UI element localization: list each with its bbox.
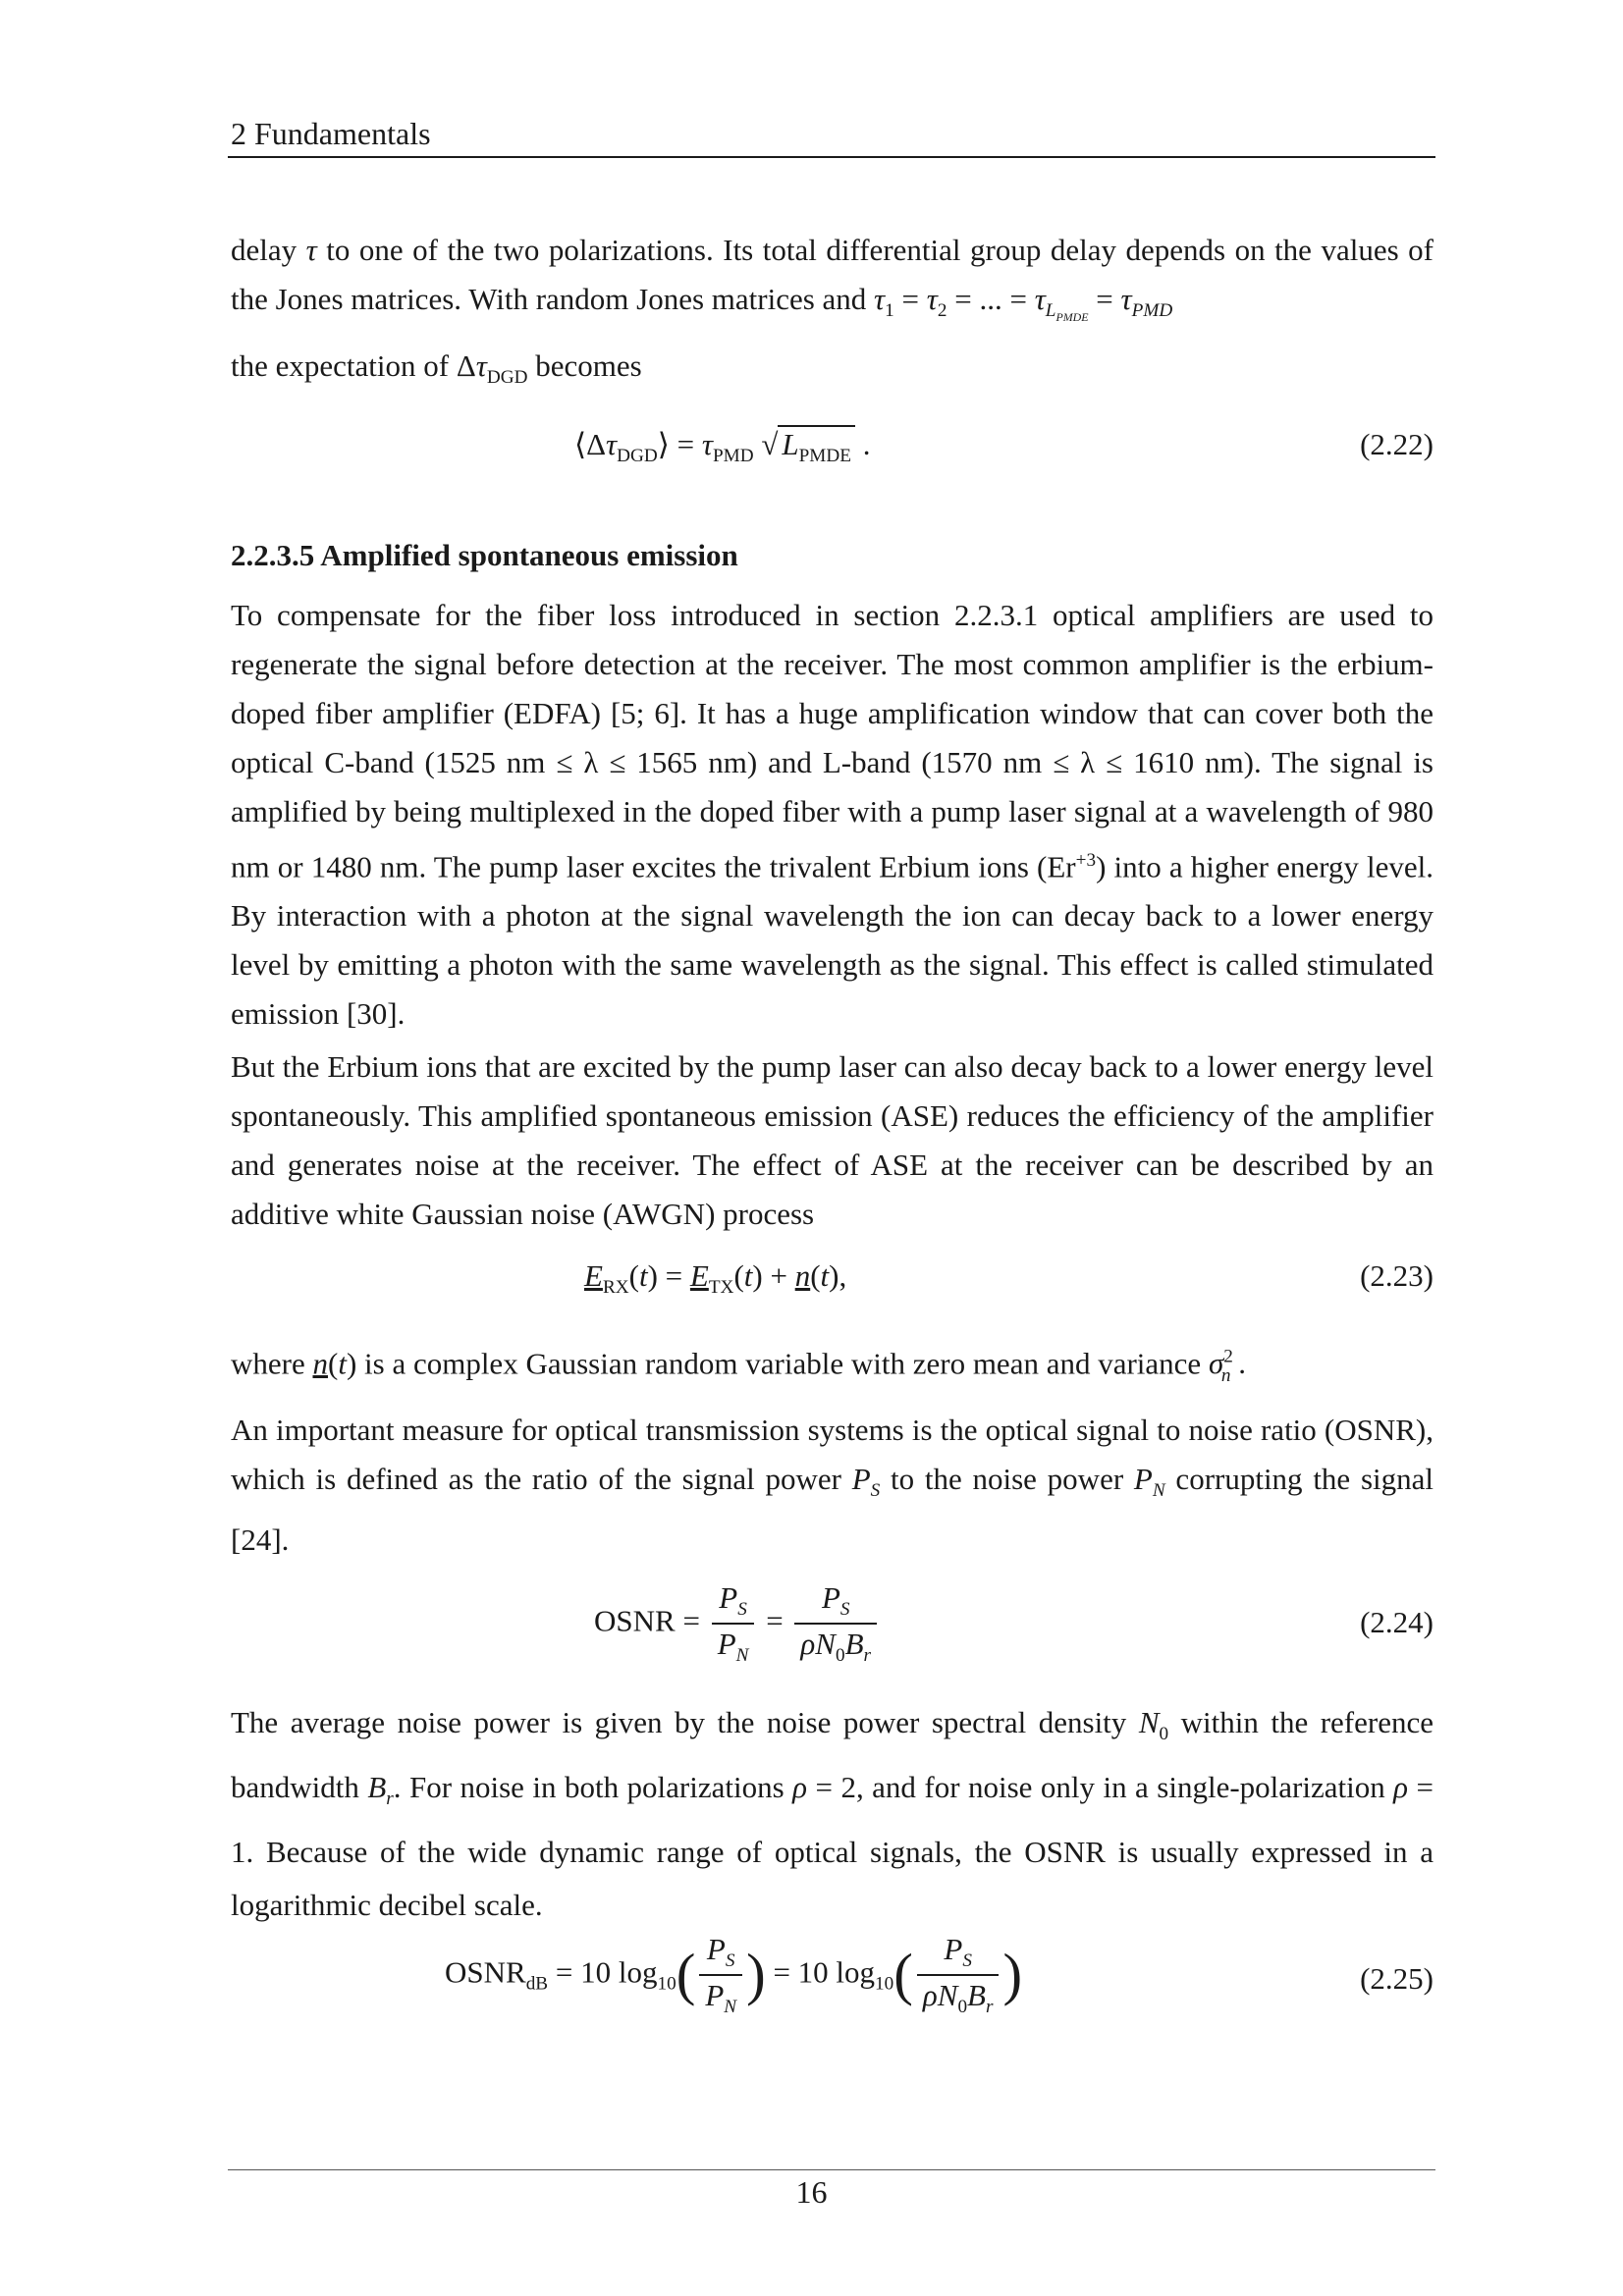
log-base-a: 10 (657, 1973, 676, 1995)
osnr-label: OSNR (594, 1603, 676, 1638)
noise-power-text-b: within the reference bandwidth (231, 1705, 1434, 1805)
equation-2-25-body: $OSNR_{dB} = 10$ $\log_{10}$( $\frac{P_S}{P_N}$ ) = 10 $\log_{10}$( $\frac{P_S}{\rho N_0B_r}$ ) (445, 1932, 1023, 2018)
math-br: $B_r$ (367, 1770, 394, 1810)
equation-2-24-number: (2.24) (1360, 1605, 1434, 1639)
equation-2-22-number: (2.22) (1360, 427, 1434, 461)
intro-text-c: the expectation of (231, 348, 450, 384)
ten-log-a: 10 log (580, 1954, 658, 1990)
section-heading: 2.2.3.5 Amplified spontaneous emission (231, 538, 738, 572)
paragraph-osnr (231, 1406, 1434, 1565)
noise-power-text-a: The average noise power is given by the noise power spectral density (231, 1705, 1139, 1739)
equation-2-23-body: $E_{RX}(t) = E_{TX}(t) + n(t)$, (584, 1258, 847, 1299)
fraction-ps-rho-n0-br: $\frac{P_S}{\rho N_0B_r}$ (794, 1580, 877, 1667)
paragraph-noise-power: The average noise power is given by the noise power spectral density $N_0$ within the reference bandwidth $B_r$. For noise in both polarizations ρ = 2, and for noise only in a single-polarization ρ = 1. Because of the wide dynamic range of optical signals, the OSNR is usually expressed in a logarithmic decibel scale. (231, 1705, 1434, 1923)
intro-paragraph (231, 226, 1434, 402)
intro-text-a: delay (231, 233, 306, 267)
header-divider (228, 156, 1435, 158)
math-rho-2: ρ = 2 (792, 1770, 856, 1805)
fraction-ps-pn-db: $\frac{P_S}{P_N}$ (699, 1932, 742, 2018)
ten-log-b: 10 log (797, 1954, 876, 1990)
math-n-t: n(t) (312, 1346, 357, 1381)
noise-power-text-d: , and for noise only in a single-polarization (855, 1770, 1394, 1805)
noise-power-text-c: . For noise in both polarizations (393, 1770, 793, 1805)
equation-2-25 (231, 1932, 1434, 2030)
math-sigma-n-squared: $\sigma^2_n$ . (1208, 1346, 1246, 1386)
page-number: 16 (795, 2174, 828, 2210)
noise-text-b: is a complex Gaussian random variable with zero mean and variance (356, 1346, 1202, 1381)
intro-text-b: to one of the two polarizations. Its total differential group delay depends on the values of the Jones matrices. With random Jones matrices and (231, 233, 1434, 316)
osnr-text-c: corrupting the signal [24]. (231, 1462, 1434, 1558)
equation-2-23-number: (2.23) (1360, 1258, 1434, 1293)
paragraph-noise-variable (231, 1333, 1434, 1401)
equation-2-24 (231, 1580, 1434, 1669)
osnr-db-label: OSNR (445, 1954, 526, 1990)
paragraph-edfa-text-end: ) into a higher energy level. By interaction with a photon at the signal wavelength the ion can decay back to a lower energy level by emitting a photon with the same wavelength as the signal. This effect is called stimulated emission [30]. (231, 849, 1434, 1032)
paragraph-edfa (231, 591, 1434, 1039)
osnr-text-b: to the noise power (880, 1462, 1134, 1496)
math-tau: τ (305, 233, 317, 267)
osnr-text-a: An important measure for optical transmission systems is the optical signal to noise ratio (OSNR), which is defined as the ratio of the signal power (231, 1413, 1434, 1496)
math-delta-tau-dgd: $\Delta\tau_{DGD}$ (456, 348, 528, 389)
paragraph-edfa-text: To compensate for the fiber loss introduced in section 2.2.3.1 optical amplifiers are used to regenerate the signal before detection at the receiver. The most common amplifier is the erbium-doped fiber amplifier (EDFA) [5; 6]. It has a huge amplification window that can cover both the optical C-band (1525 nm ≤ λ ≤ 1565 nm) and L-band (1570 nm ≤ λ ≤ 1610 nm). The signal is amplified by being multiplexed in the doped fiber with a pump laser signal at a wavelength of 980 nm or 1480 nm. The pump laser excites the trivalent Erbium ions (Er (231, 598, 1434, 884)
math-rho-1: ρ = 1 (231, 1770, 1434, 1870)
erbium-superscript: +3 (1075, 850, 1097, 871)
intro-text-d: becomes (535, 348, 642, 384)
noise-power-text-e: . Because of the wide dynamic range of optical signals, the OSNR is usually expressed in a logarithmic decibel scale. (231, 1835, 1434, 1923)
math-ps: $P_S$ (851, 1462, 881, 1502)
math-pn: $P_N$ (1133, 1462, 1165, 1502)
fraction-ps-pn: $\frac{P_S}{P_N}$ (712, 1580, 755, 1667)
osnr-db-subscript: dB (525, 1973, 549, 1995)
math-n0: N (1138, 1705, 1160, 1739)
footer-divider (228, 2169, 1435, 2170)
noise-text-a: where (231, 1346, 313, 1381)
equation-2-22-body: $⟨\Delta\tau_{DGD}⟩ = \tau_{PMD}$ √ $L_{PMDE}$ . (574, 427, 871, 467)
running-header: 2 Fundamentals (231, 116, 431, 151)
equation-2-24-body: OSNR = $\frac{P_S}{P_N}$ = $\frac{P_S}{\rho N_0B_r}$ (594, 1580, 881, 1667)
math-tau-equalities: $\tau_1 = \tau_2$ = ... = $\tau_{L_{PMDE}} = \tau_{PMD}$ (874, 282, 1173, 325)
paragraph-ase: But the Erbium ions that are excited by the pump laser can also decay back to a lower energy level spontaneously. This amplified spontaneous emission (ASE) reduces the efficiency of the amplifier and generates noise at the receiver. The effect of ASE at the receiver can be described by an additive white Gaussian noise (AWGN) process (231, 1049, 1434, 1231)
fraction-ps-rho-n0-br-db: $\frac{P_S}{\rho N_0B_r}$ (917, 1932, 1000, 2018)
equation-2-25-number: (2.25) (1360, 1961, 1434, 1996)
log-base-b: 10 (875, 1973, 894, 1995)
